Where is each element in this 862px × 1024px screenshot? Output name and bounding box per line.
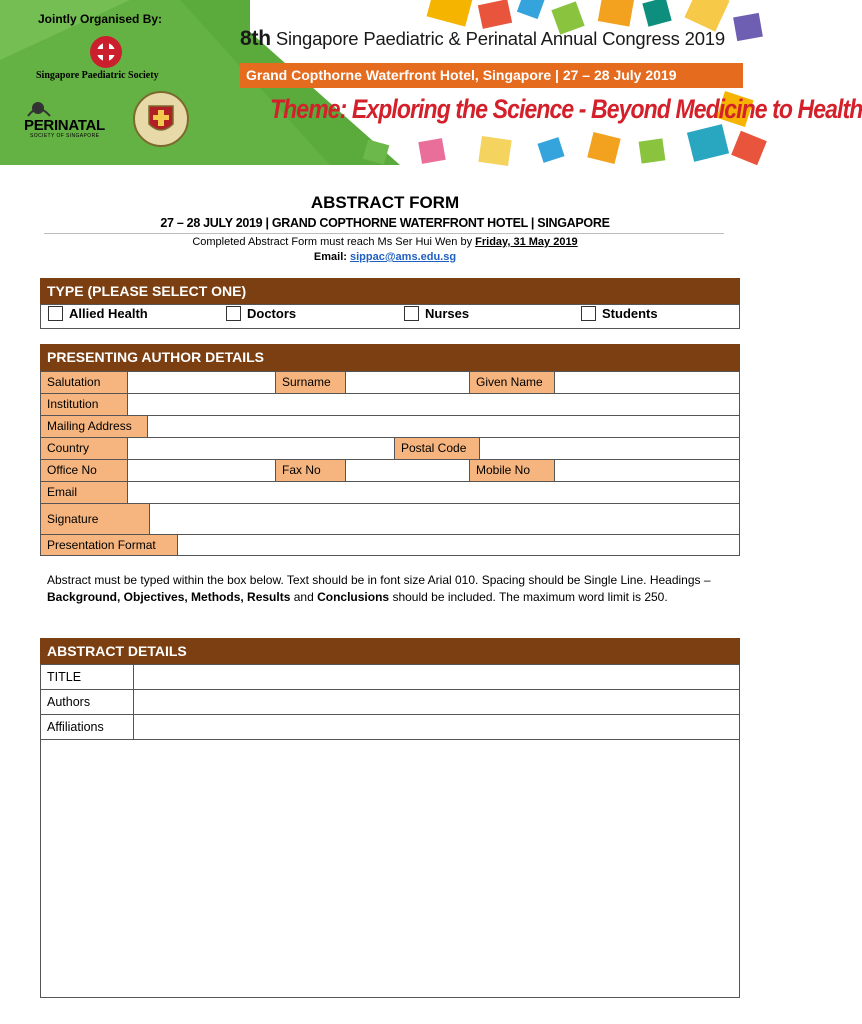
title-divider <box>44 233 724 234</box>
abstract-authors-field[interactable] <box>134 690 739 714</box>
deadline-note <box>0 236 770 248</box>
paediatric-society-name: Singapore Paediatric Society <box>36 70 159 81</box>
type-option-allied-health[interactable] <box>48 306 148 321</box>
instructions-part2: should be included. The maximum word limit is 250. <box>389 590 668 604</box>
postal-code-label: Postal Code <box>395 438 480 459</box>
instructions-conclusions: Conclusions <box>317 590 390 604</box>
salutation-field[interactable] <box>128 372 276 393</box>
organised-by-label: Jointly Organised By: <box>38 12 163 26</box>
institution-field[interactable] <box>128 394 739 415</box>
header-banner <box>0 0 862 165</box>
nurses-label: Nurses <box>425 306 470 321</box>
fax-no-field[interactable] <box>346 460 470 481</box>
abstract-title-label: TITLE <box>41 665 134 689</box>
given-name-label: Given Name <box>470 372 555 393</box>
congress-theme: Theme: Exploring the Science - Beyond Medicine to Health <box>270 94 862 124</box>
postal-code-field[interactable] <box>480 438 739 459</box>
abstract-affiliations-field[interactable] <box>134 715 739 739</box>
abstract-authors-label: Authors <box>41 690 134 714</box>
abstract-title-field[interactable] <box>134 665 739 689</box>
contact-email-link[interactable]: sippac@ams.edu.sg <box>349 251 457 263</box>
allied-health-label: Allied Health <box>69 306 148 321</box>
instructions-headings: Background, Objectives, Methods, Results <box>47 590 291 604</box>
deadline-prefix: Completed Abstract Form must reach Ms Ser Hui Wen by <box>192 236 476 248</box>
country-label: Country <box>41 438 128 459</box>
author-section-heading: PRESENTING AUTHOR DETAILS <box>40 344 740 371</box>
type-option-students[interactable] <box>581 306 658 321</box>
fax-no-label: Fax No <box>276 460 346 481</box>
doctors-checkbox[interactable] <box>226 306 241 321</box>
mailing-address-field[interactable] <box>148 416 739 437</box>
students-label: Students <box>602 306 658 321</box>
office-no-label: Office No <box>41 460 128 481</box>
congress-title-text: Singapore Paediatric & Perinatal Annual Congress 2019 <box>270 28 725 49</box>
abstract-instructions <box>47 572 737 606</box>
perinatal-society-name: PERINATAL <box>24 117 105 134</box>
type-section-heading: TYPE (PLEASE SELECT ONE) <box>40 278 740 304</box>
abstract-section-heading: ABSTRACT DETAILS <box>40 638 740 664</box>
doctors-label: Doctors <box>247 306 297 321</box>
institution-label: Institution <box>41 394 128 415</box>
academy-crest <box>132 90 190 148</box>
perinatal-society-subtitle: SOCIETY OF SINGAPORE <box>30 133 100 139</box>
abstract-body-textarea[interactable] <box>41 740 739 997</box>
email-label-field: Email <box>41 482 128 503</box>
perinatal-society-emblem <box>24 100 54 118</box>
surname-field[interactable] <box>346 372 470 393</box>
nurses-checkbox[interactable] <box>404 306 419 321</box>
salutation-label: Salutation <box>41 372 128 393</box>
presentation-format-label: Presentation Format <box>41 535 178 555</box>
mailing-address-label: Mailing Address <box>41 416 148 437</box>
signature-field[interactable] <box>150 504 739 534</box>
venue-bar: Grand Copthorne Waterfront Hotel, Singapore | 27 – 28 July 2019 <box>240 63 743 88</box>
abstract-affiliations-label: Affiliations <box>41 715 134 739</box>
allied-health-checkbox[interactable] <box>48 306 63 321</box>
deadline-date: Friday, 31 May 2019 <box>475 236 578 248</box>
type-option-doctors[interactable] <box>226 306 296 321</box>
form-subtitle: 27 – 28 JULY 2019 | GRAND COPTHORNE WATERFRONT HOTEL | SINGAPORE <box>160 216 610 230</box>
congress-ordinal: 8th <box>240 27 271 50</box>
signature-label: Signature <box>41 504 150 534</box>
email-label: Email: <box>313 251 350 263</box>
given-name-field[interactable] <box>555 372 739 393</box>
congress-title <box>240 27 725 51</box>
form-title: ABSTRACT FORM <box>310 193 460 212</box>
type-option-nurses[interactable] <box>404 306 469 321</box>
instructions-and: and <box>290 590 318 604</box>
paediatric-society-logo <box>86 34 126 70</box>
contact-email-line <box>0 251 770 263</box>
students-checkbox[interactable] <box>581 306 596 321</box>
email-field[interactable] <box>128 482 739 503</box>
office-no-field[interactable] <box>128 460 276 481</box>
surname-label: Surname <box>276 372 346 393</box>
mobile-no-field[interactable] <box>555 460 739 481</box>
instructions-part1: Abstract must be typed within the box below. Text should be in font size Arial 010. Spacing should be Single Line. Headings – <box>47 573 711 587</box>
mobile-no-label: Mobile No <box>470 460 555 481</box>
country-field[interactable] <box>128 438 395 459</box>
presentation-format-field[interactable] <box>178 535 739 555</box>
